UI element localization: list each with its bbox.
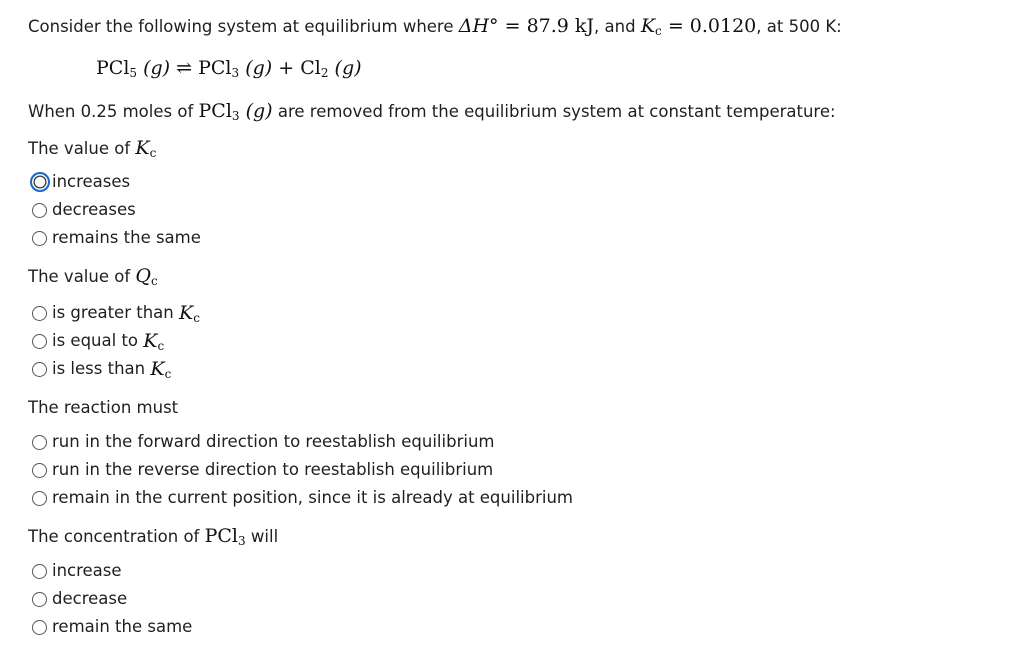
- delta-h-symbol: ΔH°: [458, 15, 499, 37]
- delta-h-expression: [459, 15, 594, 37]
- question-reaction: [28, 397, 178, 419]
- reactant-formula: PCl: [96, 57, 130, 79]
- change-statement: [28, 100, 836, 123]
- equilibrium-arrow-icon: ⇌: [176, 57, 193, 79]
- option-label: is less than: [52, 359, 146, 378]
- question-concentration-species: [205, 525, 246, 547]
- q3-option-forward[interactable]: [32, 431, 494, 453]
- kc-sub: c: [157, 339, 165, 353]
- question-concentration-prompt: The concentration of: [28, 527, 200, 546]
- question-kc-prompt: The value of: [28, 139, 131, 158]
- option-kc-symbol: [150, 358, 171, 380]
- question-qc-symbol: [135, 265, 157, 287]
- q2-option-less[interactable]: [32, 358, 171, 380]
- q4-option-decrease[interactable]: [32, 588, 127, 610]
- q1-option-decreases[interactable]: [32, 199, 136, 221]
- question-qc: [28, 265, 158, 288]
- q3-option-remain[interactable]: [32, 487, 573, 509]
- kc-sub: c: [193, 311, 200, 325]
- change-species: [199, 100, 273, 122]
- question-kc: [28, 137, 156, 160]
- qc-letter: Q: [135, 265, 151, 287]
- radio-button-q1-1[interactable]: [32, 203, 47, 218]
- change-suffix: are removed from the equilibrium system at constant temperature:: [277, 102, 836, 121]
- kc-sub: c: [164, 367, 172, 381]
- kc-symbol: K: [640, 15, 656, 37]
- option-label: run in the reverse direction to reestablish equilibrium: [52, 460, 494, 479]
- radio-button-q2-2[interactable]: [32, 362, 47, 377]
- kc-letter: K: [150, 358, 165, 380]
- radio-button-q4-1[interactable]: [32, 592, 47, 607]
- question-concentration: [28, 525, 278, 548]
- radio-button-q3-0[interactable]: [32, 435, 47, 450]
- kc-letter: K: [135, 137, 150, 159]
- product2-phase: (g): [334, 57, 362, 79]
- change-prefix: When 0.25 moles of: [28, 102, 194, 121]
- option-label: decrease: [52, 589, 128, 608]
- option-label: is greater than: [52, 303, 174, 322]
- intro-and: , and: [594, 17, 636, 36]
- option-label: is equal to: [52, 331, 139, 350]
- product2-subscript: 2: [320, 66, 329, 80]
- q2-option-greater[interactable]: [32, 302, 200, 324]
- kc-letter: K: [143, 330, 158, 352]
- q1-option-remains-same[interactable]: [32, 227, 201, 249]
- q4-option-remain-same[interactable]: [32, 616, 192, 638]
- q1-option-increases[interactable]: [32, 171, 130, 193]
- radio-button-q2-0[interactable]: [32, 306, 47, 321]
- question-kc-symbol: [135, 137, 156, 159]
- reactant-subscript: 5: [129, 66, 138, 80]
- reactant-phase: (g): [143, 57, 171, 79]
- kc-letter: K: [178, 302, 194, 324]
- reaction-equation: [96, 56, 362, 80]
- radio-button-q3-1[interactable]: [32, 463, 47, 478]
- question-qc-prompt: The value of: [28, 267, 131, 286]
- question-reaction-prompt: The reaction must: [28, 398, 179, 417]
- radio-button-q1-0[interactable]: [30, 172, 50, 192]
- option-label: run in the forward direction to reestablish equilibrium: [52, 432, 495, 451]
- product1-phase: (g): [245, 57, 273, 79]
- qc-sub: c: [150, 274, 158, 288]
- option-label: remain the same: [52, 617, 193, 636]
- change-species-subscript: 3: [231, 109, 240, 123]
- kc-subscript: c: [655, 24, 662, 38]
- option-label: decreases: [52, 200, 136, 219]
- radio-button-q2-1[interactable]: [32, 334, 47, 349]
- species-subscript: 3: [238, 534, 246, 548]
- option-label: remains the same: [52, 228, 201, 247]
- kc-value: = 0.0120: [667, 15, 757, 37]
- radio-button-q4-2[interactable]: [32, 620, 47, 635]
- option-label: increase: [52, 561, 122, 580]
- q3-option-reverse[interactable]: [32, 459, 493, 481]
- kc-expression: [641, 15, 756, 37]
- delta-h-value: = 87.9 kJ: [504, 15, 595, 37]
- species-formula: PCl: [204, 525, 239, 547]
- option-label: increases: [52, 172, 131, 191]
- intro-suffix: , at 500 K:: [756, 17, 842, 36]
- q2-option-equal[interactable]: [32, 330, 164, 352]
- problem-statement: [28, 15, 842, 38]
- option-label: remain in the current position, since it is already at equilibrium: [52, 488, 573, 507]
- intro-prefix: Consider the following system at equilibrium where: [28, 17, 454, 36]
- option-kc-symbol: [143, 330, 164, 352]
- radio-button-q3-2[interactable]: [32, 491, 47, 506]
- product1-subscript: 3: [231, 66, 240, 80]
- radio-button-q1-2[interactable]: [32, 231, 47, 246]
- question-concentration-suffix: will: [250, 527, 279, 546]
- kc-sub: c: [149, 146, 157, 160]
- plus-sign: +: [278, 57, 295, 79]
- change-species-phase: (g): [245, 100, 273, 122]
- change-species-formula: PCl: [198, 100, 232, 122]
- option-kc-symbol: [179, 302, 200, 324]
- radio-button-q4-0[interactable]: [32, 564, 47, 579]
- q4-option-increase[interactable]: [32, 560, 122, 582]
- product2-formula: Cl: [300, 57, 321, 79]
- product1-formula: PCl: [198, 57, 232, 79]
